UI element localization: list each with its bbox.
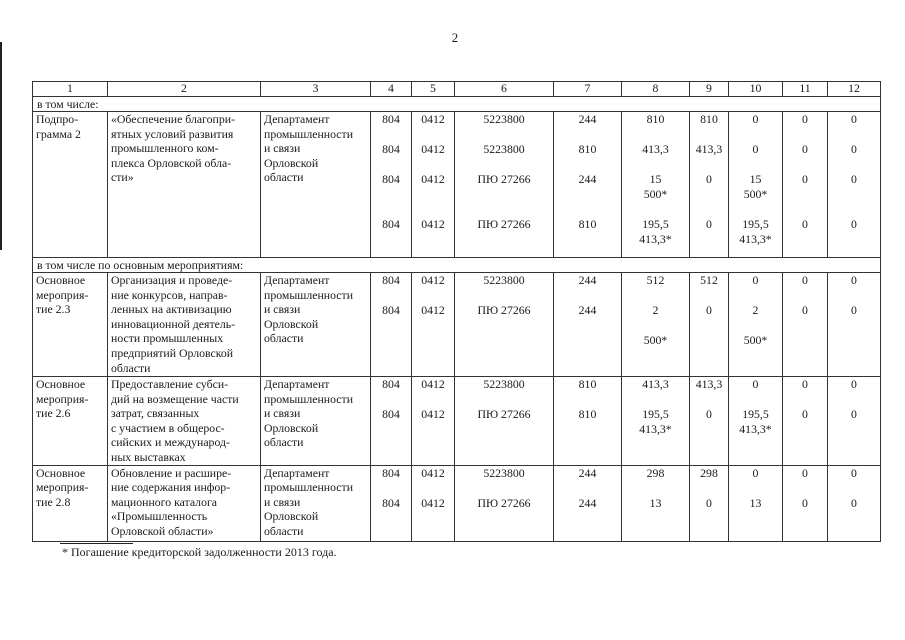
row-department: Департамент промышленности и связи Орловской области [261, 112, 371, 258]
amount-cell: 0 0 15 500* 195,5 413,3* [729, 112, 783, 258]
header-cell: 1 [33, 82, 108, 97]
kbk-grbs-cell: 804 804 [371, 377, 412, 466]
amount-cell: 810 413,3 15 500* 195,5 413,3* [622, 112, 690, 258]
kbk-target-cell: 5223800 ПЮ 27266 [455, 377, 554, 466]
amount-cell: 0 13 [729, 465, 783, 541]
section-label: в том числе по основным мероприятиям: [33, 258, 881, 273]
kbk-target-cell: 5223800 ПЮ 27266 [455, 465, 554, 541]
row-label: Основное мероприя- тие 2.6 [33, 377, 108, 466]
amount-cell: 0 0 [828, 377, 881, 466]
kbk-type-cell: 244 244 [554, 273, 622, 377]
header-cell: 8 [622, 82, 690, 97]
row-department: Департамент промышленности и связи Орловской области [261, 377, 371, 466]
page-edge-rule [0, 42, 2, 250]
header-cell: 4 [371, 82, 412, 97]
row-label: Основное мероприя- тие 2.3 [33, 273, 108, 377]
header-cell: 3 [261, 82, 371, 97]
kbk-target-cell: 5223800 5223800 ПЮ 27266 ПЮ 27266 [455, 112, 554, 258]
kbk-section-cell: 0412 0412 0412 0412 [412, 112, 455, 258]
row-name: Обновление и расшире- ние содержания инфор- мационного каталога «Промышленность Орловской области» [108, 465, 261, 541]
kbk-grbs-cell: 804 804 [371, 465, 412, 541]
kbk-section-cell: 0412 0412 [412, 273, 455, 377]
header-cell: 7 [554, 82, 622, 97]
header-cell: 10 [729, 82, 783, 97]
budget-table [32, 81, 881, 542]
column-number-header [33, 82, 881, 97]
table-row [33, 273, 881, 377]
header-cell: 9 [690, 82, 729, 97]
table-row [33, 112, 881, 258]
amount-cell: 0 0 [783, 465, 828, 541]
row-department: Департамент промышленности и связи Орловской области [261, 273, 371, 377]
row-name: Предоставление субси- дий на возмещение части затрат, связанных с участием в общерос- сийских и международ- ных выставках [108, 377, 261, 466]
section-row [33, 97, 881, 112]
amount-cell: 0 0 0 0 [828, 112, 881, 258]
header-cell: 5 [412, 82, 455, 97]
kbk-section-cell: 0412 0412 [412, 465, 455, 541]
row-label: Основное мероприя- тие 2.8 [33, 465, 108, 541]
section-row [33, 258, 881, 273]
amount-cell: 512 0 [690, 273, 729, 377]
section-label: в том числе: [33, 97, 881, 112]
footnote: * Погашение кредиторской задолженности 2013 года. [62, 545, 337, 559]
kbk-grbs-cell: 804 804 804 804 [371, 112, 412, 258]
amount-cell: 0 2 500* [729, 273, 783, 377]
amount-cell: 0 195,5 413,3* [729, 377, 783, 466]
amount-cell: 0 0 [783, 377, 828, 466]
row-label: Подпро- грамма 2 [33, 112, 108, 258]
amount-cell: 413,3 195,5 413,3* [622, 377, 690, 466]
header-cell: 6 [455, 82, 554, 97]
amount-cell: 512 2 500* [622, 273, 690, 377]
amount-cell: 0 0 0 0 [783, 112, 828, 258]
amount-cell: 298 13 [622, 465, 690, 541]
header-cell: 11 [783, 82, 828, 97]
row-name: «Обеспечение благопри- ятных условий развития промышленного ком- плекса Орловской обла- сти» [108, 112, 261, 258]
page-number: 2 [451, 30, 459, 45]
header-cell: 12 [828, 82, 881, 97]
table-row [33, 465, 881, 541]
kbk-grbs-cell: 804 804 [371, 273, 412, 377]
footnote-divider [60, 543, 133, 544]
kbk-type-cell: 810 810 [554, 377, 622, 466]
amount-cell: 0 0 [828, 273, 881, 377]
kbk-target-cell: 5223800 ПЮ 27266 [455, 273, 554, 377]
kbk-type-cell: 244 244 [554, 465, 622, 541]
amount-cell: 0 0 [783, 273, 828, 377]
amount-cell: 413,3 0 [690, 377, 729, 466]
kbk-section-cell: 0412 0412 [412, 377, 455, 466]
amount-cell: 810 413,3 0 0 [690, 112, 729, 258]
table-row [33, 377, 881, 466]
header-cell: 2 [108, 82, 261, 97]
kbk-type-cell: 244 810 244 810 [554, 112, 622, 258]
row-department: Департамент промышленности и связи Орловской области [261, 465, 371, 541]
row-name: Организация и проведе- ние конкурсов, направ- ленных на активизацию инновационной деятель- ности промышленных предприятий Орловской области [108, 273, 261, 377]
amount-cell: 0 0 [828, 465, 881, 541]
amount-cell: 298 0 [690, 465, 729, 541]
